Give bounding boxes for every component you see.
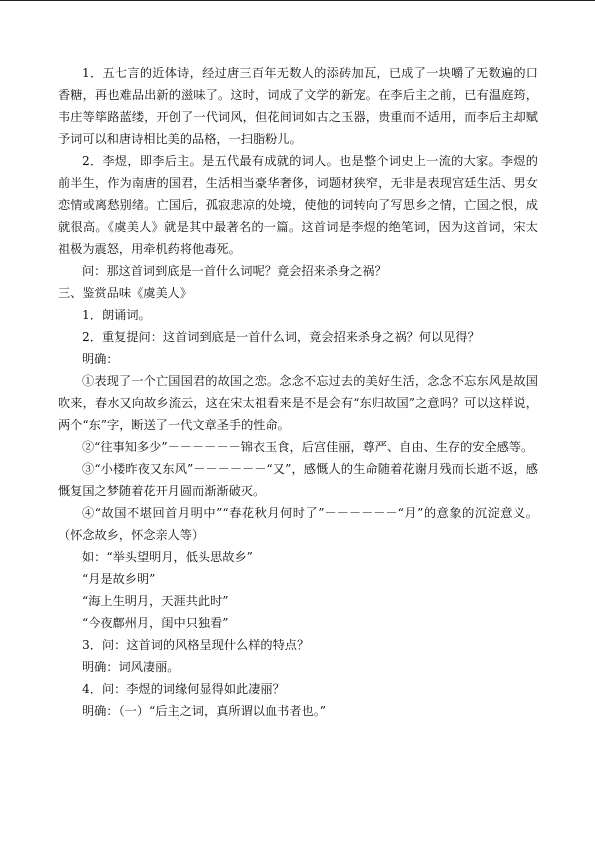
answer-4: 明确：（一）“后主之词，真所谓以血书者也。” xyxy=(82,704,327,718)
example-line-1: 如：“举头望明月，低头思故乡” xyxy=(82,550,253,564)
paragraph-2: 2．李煜，即李后主。是五代最有成就的词人。也是整个词史上一流的大家。李煜的前半生，作为南唐的国君，生活相当豪华奢侈，词题材狭窄，无非是表现宫廷生活、男女恋情或离愁别绪。亡国后，孤寂悲凉的处境，使他的词转向了写思乡之情，亡国之恨，成就很高。《虞美人》就是其中最著名的一篇。这首词是李煜的绝笔词，因为这首词，宋太祖极为震怒，用牵机药将他毒死。 xyxy=(58,154,538,256)
example-line-2: “月是故乡明” xyxy=(82,572,156,586)
question-line: 问：那这首词到底是一首什么词呢？竟会招来杀身之祸？ xyxy=(82,264,387,278)
top-rule xyxy=(0,0,595,1)
answer-3: 明确：词风凄丽。 xyxy=(82,660,180,674)
point-4: ④“故国不堪回首月明中”“春花秋月何时了”－－－－－－“月”的意象的沉淀意义。（怀念故乡，怀念亲人等） xyxy=(58,506,538,542)
point-2: ②“往事知多少”－－－－－－锦衣玉食，后宫佳丽，尊严、自由、生存的安全感等。 xyxy=(82,440,534,454)
step-2: 2．重复提问：这首词到底是一首什么词，竟会招来杀身之祸？何以见得？ xyxy=(82,330,480,344)
paragraph-1: 1．五七言的近体诗，经过唐三百年无数人的添砖加瓦，已成了一块嚼了无数遍的口香糖，再也难品出新的滋味了。这时，词成了文学的新宠。在李后主之前，已有温庭筠，韦庄等筚路蓝缕，开创了一代词风，但花间词如古之玉器，贵重而不适用，而李后主却赋予词可以和唐诗相比美的品格，一扫脂粉儿。 xyxy=(58,66,538,146)
step-4: 4．问：李煜的词缘何显得如此凄丽？ xyxy=(82,682,285,696)
step-3: 3．问：这首词的风格呈现什么样的特点？ xyxy=(82,638,310,652)
example-line-4: “今夜鄜州月，闺中只独看” xyxy=(82,616,229,630)
section-heading: 三、鉴赏品味《虞美人》 xyxy=(58,286,193,300)
step-1: 1．朗诵词。 xyxy=(82,308,151,322)
answer-label: 明确： xyxy=(82,352,119,366)
point-1: ①表现了一个亡国国君的故国之恋。念念不忘过去的美好生活，念念不忘东风是故国吹来，春水又向故乡流云，这在宋太祖看来是不是会有“东归故国”之意吗？可以这样说，两个“东”字，断送了一代文章圣手的性命。 xyxy=(58,374,538,432)
example-line-3: “海上生明月，天涯共此时” xyxy=(82,594,229,608)
document-body xyxy=(58,62,538,722)
point-3: ③“小楼昨夜又东风”－－－－－－“又”，感慨人的生命随着花谢月残而长逝不返，感慨复国之梦随着花开月圆而渐渐破灭。 xyxy=(58,462,538,498)
